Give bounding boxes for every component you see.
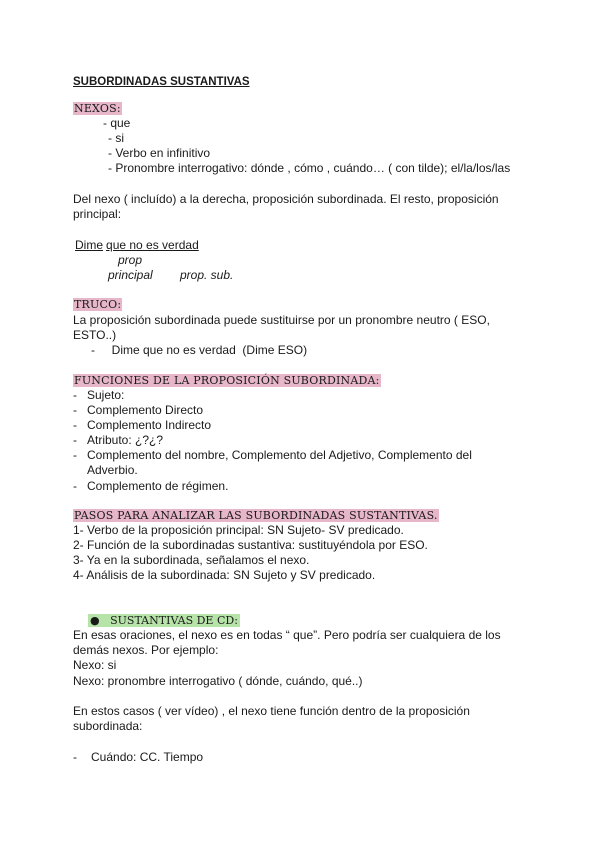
cd-line: En esas oraciones, el nexo es en todas “ que”. Pero podría ser cualquiera de los — [73, 628, 501, 642]
truco-heading-wrap — [73, 297, 122, 312]
cd-line: Nexo: pronombre interrogativo ( dónde, cuándo, qué..) — [73, 674, 363, 688]
pasos-item: 3- Ya en la subordinada, señalamos el nexo. — [73, 553, 310, 567]
funciones-item — [73, 388, 125, 403]
nexos-item: - si — [108, 131, 124, 145]
cd-item — [73, 750, 204, 765]
nexos-item: - que — [103, 116, 131, 130]
dash: - — [73, 750, 77, 764]
cd-item-text: Cuándo: CC. Tiempo — [91, 750, 204, 764]
funciones-item-text: Complemento del nombre, Complemento del Adjetivo, Complemento del — [87, 448, 472, 462]
truco-item: - Dime que no es verdad (Dime ESO) — [91, 343, 308, 357]
dash: - — [73, 433, 77, 447]
example-sentence — [75, 238, 199, 253]
funciones-heading-wrap — [73, 373, 381, 388]
truco-heading: TRUCO: — [74, 298, 122, 311]
dash: - — [73, 418, 77, 432]
cd-heading-highlight — [88, 614, 240, 627]
funciones-heading: FUNCIONES DE LA PROPOSICIÓN SUBORDINADA: — [74, 374, 380, 387]
nexos-item: - Verbo en infinitivo — [108, 146, 211, 160]
bullet-icon: ● — [90, 614, 100, 627]
nexos-heading: NEXOS: — [74, 102, 121, 115]
intro-line: Del nexo ( incluído) a la derecha, proposición subordinada. El resto, proposición — [73, 192, 499, 206]
example-dime: Dime — [75, 238, 104, 252]
dash: - — [73, 448, 77, 462]
funciones-item-cont: Adverbio. — [87, 463, 138, 477]
example-label-prop: prop — [118, 253, 143, 267]
truco-line: La proposición subordinada puede sustituirse por un pronombre neutro ( ESO, — [73, 313, 490, 327]
dash: - — [73, 479, 77, 493]
nexos-item: - Pronombre interrogativo: dónde , cómo , cuándo… ( con tilde); el/la/los/las — [108, 161, 511, 175]
example-label-principal: principal — [108, 268, 153, 282]
funciones-item-text: Atributo: ¿?¿? — [87, 433, 164, 447]
example-rest: que no es verdad — [106, 238, 199, 252]
pasos-heading: PASOS PARA ANALIZAR LAS SUBORDINADAS SUSTANTIVAS. — [74, 509, 438, 522]
cd-line: demás nexos. Por ejemplo: — [73, 643, 219, 657]
cd-heading: SUSTANTIVAS DE CD: — [110, 614, 238, 627]
pasos-item: 1- Verbo de la proposición principal: SN Sujeto- SV predicado. — [73, 523, 404, 537]
funciones-item — [73, 418, 212, 433]
cd-line: En estos casos ( ver vídeo) , el nexo tiene función dentro de la proposición — [73, 704, 470, 718]
cd-line: Nexo: si — [73, 658, 117, 672]
intro-line: principal: — [73, 207, 122, 221]
funciones-item — [73, 433, 164, 448]
funciones-item-text: Complemento Indirecto — [87, 418, 212, 432]
nexos-heading-wrap — [73, 101, 122, 116]
funciones-item-text: Sujeto: — [87, 388, 125, 402]
funciones-item-text: Complemento de régimen. — [87, 479, 229, 493]
funciones-item — [73, 448, 472, 463]
pasos-heading-wrap — [73, 508, 439, 523]
pasos-item: 2- Función de la subordinadas sustantiva: sustituyéndola por ESO. — [73, 538, 428, 552]
document-title: SUBORDINADAS SUSTANTIVAS — [73, 76, 250, 88]
cd-line: subordinada: — [73, 719, 143, 733]
dash: - — [73, 403, 77, 417]
truco-line: ESTO..) — [73, 328, 117, 342]
funciones-item — [73, 403, 204, 418]
funciones-item — [73, 479, 229, 494]
cd-heading-wrap — [88, 613, 240, 628]
dash: - — [73, 388, 77, 402]
funciones-item-text: Complemento Directo — [87, 403, 204, 417]
example-label-sub: prop. sub. — [180, 268, 234, 282]
pasos-item: 4- Análisis de la subordinada: SN Sujeto y SV predicado. — [73, 568, 376, 582]
